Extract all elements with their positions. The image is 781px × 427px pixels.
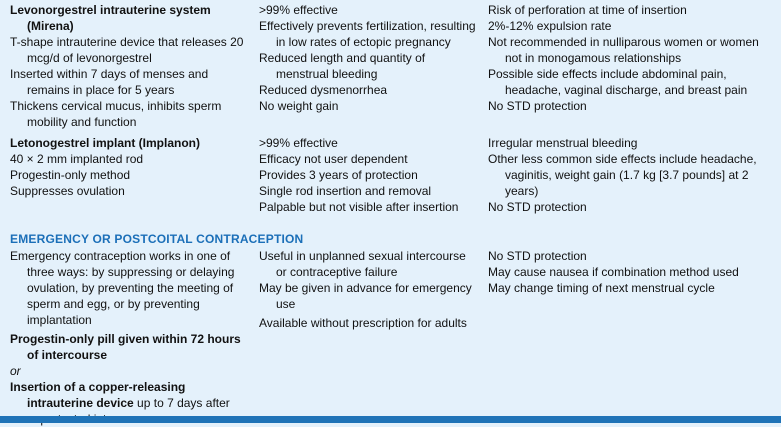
mirena-title: Levonorgestrel intrauterine system (Mirena): [10, 3, 211, 33]
implanon-advantages-cell: [259, 135, 479, 215]
mirena-adv-4: Reduced dysmenorrhea: [259, 83, 388, 97]
mirena-description-cell: [10, 2, 248, 130]
implanon-adv-5: Palpable but not visible after insertion: [259, 200, 459, 214]
mirena-adv-5: No weight gain: [259, 99, 339, 113]
emergency-description-cell: [10, 248, 248, 427]
mirena-dis-5: No STD protection: [488, 99, 587, 113]
implanon-dis-2: Other less common side effects include headache, vaginitis, weight gain (1.7 kg [3.7 pounds] at 2 years): [488, 152, 757, 198]
emergency-method-2-rest: up to 7 days after: [137, 396, 230, 410]
emergency-dis-1: No STD protection: [488, 249, 587, 263]
emergency-or: or: [10, 364, 21, 378]
mirena-adv-3: Reduced length and quantity of menstrual bleeding: [259, 51, 426, 81]
mirena-dis-4: Possible side effects include abdominal pain, headache, vaginal discharge, and breast pain: [488, 67, 748, 97]
implanon-desc-1: 40 × 2 mm implanted rod: [10, 152, 144, 166]
mirena-dis-3: Not recommended in nulliparous women or women not in monogamous relationships: [488, 35, 759, 65]
emergency-desc: Emergency contraception works in one of three ways: by suppressing or delaying ovulation, by preventing the meeting of sperm and egg, or by preventing implantation: [10, 249, 235, 327]
emergency-dis-3: May change timing of next menstrual cycle: [488, 281, 715, 295]
emergency-adv-1: Useful in unplanned sexual intercourse or contraceptive failure: [259, 249, 466, 279]
implanon-dis-1: Irregular menstrual bleeding: [488, 136, 638, 150]
mirena-desc-3: Thickens cervical mucus, inhibits sperm mobility and function: [10, 99, 222, 129]
table-bottom-rule: [0, 416, 781, 423]
emergency-advantages-cell: [259, 248, 479, 331]
implanon-description-cell: [10, 135, 248, 199]
emergency-adv-3: Available without prescription for adults: [259, 316, 467, 330]
emergency-method-2-bold: Insertion of a copper-releasing intrauterine device: [10, 380, 186, 410]
implanon-adv-4: Single rod insertion and removal: [259, 184, 432, 198]
emergency-dis-2: May cause nausea if combination method used: [488, 265, 739, 279]
implanon-title: Letonogestrel implant (Implanon): [10, 136, 201, 150]
implanon-adv-3: Provides 3 years of protection: [259, 168, 418, 182]
mirena-dis-1: Risk of perforation at time of insertion: [488, 3, 687, 17]
mirena-adv-2: Effectively prevents fertilization, resulting in low rates of ectopic pregnancy: [259, 19, 476, 49]
emergency-adv-2: May be given in advance for emergency use: [259, 281, 472, 311]
mirena-advantages-cell: [259, 2, 479, 114]
mirena-desc-2: Inserted within 7 days of menses and remains in place for 5 years: [10, 67, 209, 97]
implanon-desc-2: Progestin-only method: [10, 168, 131, 182]
mirena-desc-1: T-shape intrauterine device that releases 20 mcg/d of levonorgestrel: [10, 35, 244, 65]
mirena-adv-1: >99% effective: [259, 3, 338, 17]
implanon-dis-3: No STD protection: [488, 200, 587, 214]
implanon-desc-3: Suppresses ovulation: [10, 184, 125, 198]
emergency-section-heading: EMERGENCY OR POSTCOITAL CONTRACEPTION: [10, 232, 304, 246]
emergency-disadvantages-cell: [488, 248, 778, 296]
emergency-method-1: Progestin-only pill given within 72 hours of intercourse: [10, 332, 241, 362]
implanon-adv-2: Efficacy not user dependent: [259, 152, 408, 166]
mirena-disadvantages-cell: [488, 2, 778, 114]
implanon-disadvantages-cell: [488, 135, 778, 215]
mirena-dis-2: 2%-12% expulsion rate: [488, 19, 612, 33]
implanon-adv-1: >99% effective: [259, 136, 338, 150]
